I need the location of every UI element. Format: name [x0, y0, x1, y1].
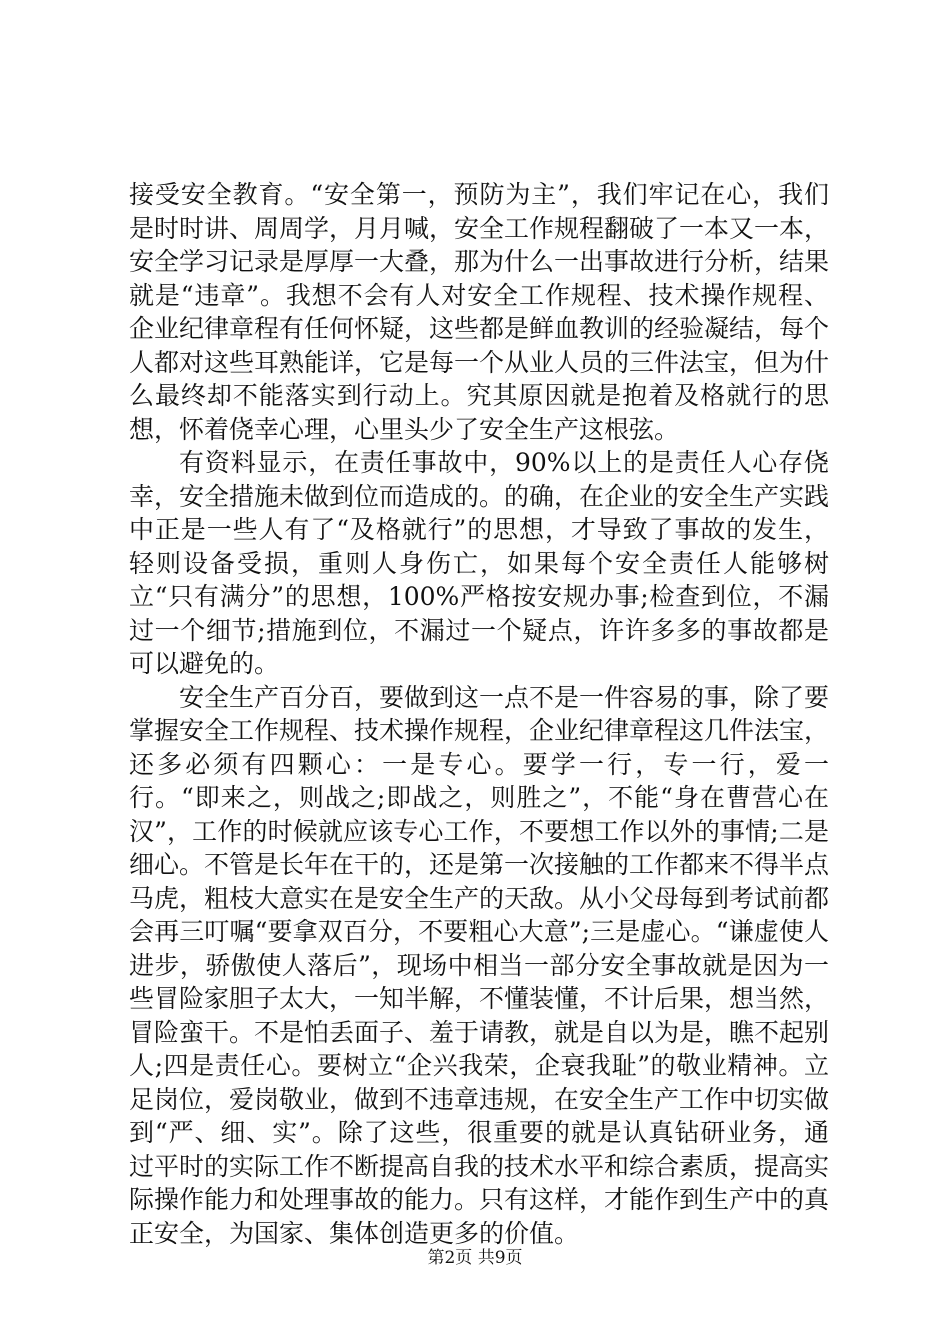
document-body: [129, 178, 829, 1250]
paragraph-2: 有资料显示，在责任事故中，90%以上的是责任人心存侥幸，安全措施未做到位而造成的。的确，在企业的安全生产实践中正是一些人有了“及格就行”的思想，才导致了事故的发生，轻则设备受损，重则人身伤亡，如果每个安全责任人能够树立“只有满分”的思想，100%严格按安规办事;检查到位，不漏过一个细节;措施到位，不漏过一个疑点，许许多多的事故都是可以避免的。: [129, 448, 830, 678]
page-number-footer: 第2页 共9页: [427, 1248, 523, 1268]
paragraph-3: 安全生产百分百，要做到这一点不是一件容易的事，除了要掌握安全工作规程、技术操作规程，企业纪律章程这几件法宝，还多必须有四颗心：一是专心。要学一行，专一行，爱一行。“即来之，则战之;即战之，则胜之”，不能“身在曹营心在汉”，工作的时候就应该专心工作，不要想工作以外的事情;二是细心。不管是长年在干的，还是第一次接触的工作都来不得半点马虎，粗枝大意实在是安全生产的天敌。从小父母每到考试前都会再三叮嘱“要拿双百分，不要粗心大意”;三是虚心。“谦虚使人进步，骄傲使人落后”，现场中相当一部分安全事故就是因为一些冒险家胆子太大，一知半解，不懂装懂，不计后果，想当然，冒险蛮干。不是怕丢面子、羞于请教，就是自以为是，瞧不起别人;四是责任心。要树立“企兴我荣，企衰我耻”的敬业精神。立足岗位，爱岗敬业，做到不违章违规，在安全生产工作中切实做到“严、细、实”。除了这些，很重要的就是认真钻研业务，通过平时的实际工作不断提高自我的技术水平和综合素质，提高实际操作能力和处理事故的能力。只有这样，才能作到生产中的真正安全，为国家、集体创造更多的价值。: [129, 682, 830, 1248]
paragraph-1: 接受安全教育。“安全第一，预防为主”，我们牢记在心，我们是时时讲、周周学，月月喊，安全工作规程翻破了一本又一本，安全学习记录是厚厚一大叠，那为什么一出事故进行分析，结果就是“违章”。我想不会有人对安全工作规程、技术操作规程、企业纪律章程有任何怀疑，这些都是鲜血教训的经验凝结，每个人都对这些耳熟能详，它是每一个从业人员的三件法宝，但为什么最终却不能落实到行动上。究其原因就是抱着及格就行的思想，怀着侥幸心理，心里头少了安全生产这根弦。: [129, 180, 830, 444]
